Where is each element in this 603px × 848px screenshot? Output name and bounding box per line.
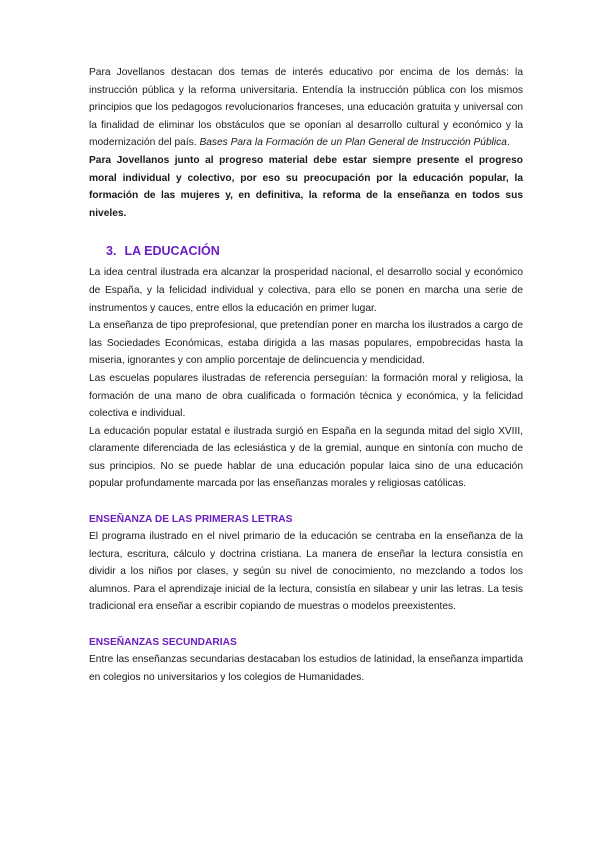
- primeras-letras-paragraph: El programa ilustrado en el nivel primario de la educación se centraba en la enseñanza de la lectura, escritura, cálculo y doctrina cristiana. La manera de enseñar la lectura consistía en dividir a los niños por clases, y según su nivel de conocimiento, no mezclando a todos los alumnos. Para el aprendizaje inicial de la lectura, consistía en silabear y unir las letras. La tesis tradicional era enseñar a escribir copiando de muestras o modelos preexistentes.: [89, 531, 523, 613]
- subheading-primeras-letras: ENSEÑANZA DE LAS PRIMERAS LETRAS: [89, 514, 293, 526]
- section-heading-educacion: [106, 242, 523, 260]
- section-number: 3.: [106, 244, 117, 259]
- section-paragraph: Las escuelas populares ilustradas de referencia perseguían: la formación moral y religiosa, la formación de una mano de obra cualificada o formación técnica y económica, y la felicidad colectiva e individual.: [89, 372, 523, 420]
- document-page: [89, 64, 523, 686]
- subheading-secundarias: ENSEÑANZAS SECUNDARIAS: [89, 637, 237, 649]
- intro-paragraph: [89, 64, 523, 152]
- section-paragraph: La educación popular estatal e ilustrada surgió en España en la segunda mitad del siglo XVIII, claramente diferenciada de las eclesiástica y de la gremial, aunque en sintonía con mucho de sus principios. No se puede hablar de una educación popular laica sino de una educación popular profundamente marcada por las enseñanzas morales y religiosas católicas.: [89, 425, 523, 490]
- intro-end: .: [506, 137, 510, 149]
- section-paragraph: La enseñanza de tipo preprofesional, que pretendían poner en marcha los ilustrados a cargo de las Sociedades Económicas, estaba dirigida a las masas populares, empobrecidas hasta la miseria, ignorantes y con amplio porcentaje de delincuencia y mendicidad.: [89, 320, 523, 367]
- section-paragraph: La idea central ilustrada era alcanzar la prosperidad nacional, el desarrollo social y económico de España, y la felicidad individual y colectiva, para ello se ponen en marcha una serie de instrumentos y cauces, entre ellos la educación en primer lugar.: [89, 267, 523, 314]
- intro-italic-title: Bases Para la Formación de un Plan General de Instrucción Pública: [199, 137, 507, 149]
- intro-text: Para Jovellanos destacan dos temas de interés educativo por encima de los demás: la instrucción pública y la reforma universitaria. Entendía la instrucción pública con los mismos principios que los pedagogos revolucionarios franceses, una educación gratuita y universal con la finalidad de eliminar los obstáculos que se oponían al desarrollo cultural y económico y la modernización del país.: [89, 67, 523, 149]
- secundarias-paragraph: Entre las enseñanzas secundarias destacaban los estudios de latinidad, la enseñanza impartida en colegios no universitarios y los colegios de Humanidades.: [89, 654, 523, 683]
- intro-bold-paragraph: Para Jovellanos junto al progreso material debe estar siempre presente el progreso moral individual y colectivo, por eso su preocupación por la educación popular, la formación de las mujeres y, en definitiva, la reforma de la enseñanza en todos sus niveles.: [89, 154, 523, 219]
- section-title: LA EDUCACIÓN: [124, 244, 220, 259]
